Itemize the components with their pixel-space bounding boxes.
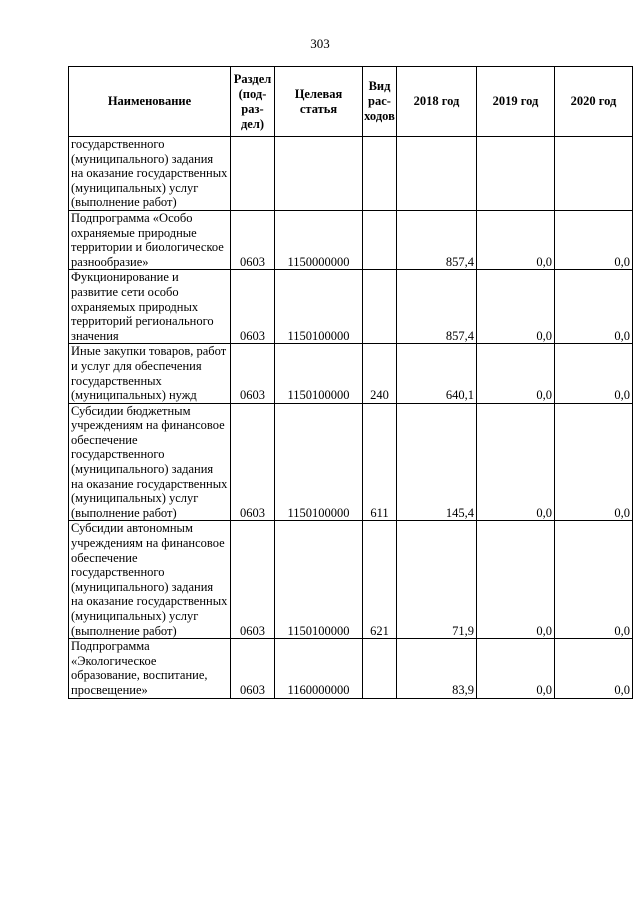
row-2020: 0,0	[555, 344, 633, 403]
row-2019: 0,0	[477, 210, 555, 269]
table-header-row	[69, 67, 633, 137]
row-name: Подпрограмма «Особо охраняемые природные территории и биологическое разнообразие»	[69, 210, 231, 269]
row-2020: 0,0	[555, 270, 633, 344]
row-2019: 0,0	[477, 270, 555, 344]
table-row	[69, 521, 633, 639]
row-2020: 0,0	[555, 521, 633, 639]
table-row	[69, 210, 633, 269]
table-row	[69, 639, 633, 698]
row-2020	[555, 137, 633, 211]
table-row	[69, 344, 633, 403]
row-target: 1150100000	[275, 403, 363, 521]
row-section: 0603	[231, 639, 275, 698]
row-2019: 0,0	[477, 403, 555, 521]
row-expense-type: 611	[363, 403, 397, 521]
header-2019: 2019 год	[477, 67, 555, 137]
row-2018: 857,4	[397, 210, 477, 269]
row-expense-type: 621	[363, 521, 397, 639]
row-expense-type	[363, 137, 397, 211]
header-expense-type: Вид рас-ходов	[363, 67, 397, 137]
budget-table	[68, 66, 633, 699]
row-name: Фукционирование и развитие сети особо охраняемых природных территорий регионального значения	[69, 270, 231, 344]
row-name: государственного (муниципального) задания на оказание государственных (муниципальных) услуг (выполнение работ)	[69, 137, 231, 211]
header-2020: 2020 год	[555, 67, 633, 137]
row-2019	[477, 137, 555, 211]
table-row	[69, 270, 633, 344]
table-row	[69, 137, 633, 211]
row-2018: 83,9	[397, 639, 477, 698]
row-section: 0603	[231, 210, 275, 269]
row-section	[231, 137, 275, 211]
row-2019: 0,0	[477, 521, 555, 639]
row-target: 1160000000	[275, 639, 363, 698]
header-target: Целевая статья	[275, 67, 363, 137]
row-name: Субсидии автономным учреждениям на финансовое обеспечение государственного (муниципального) задания на оказание государственных (муниципальных) услуг (выполнение работ)	[69, 521, 231, 639]
header-2018: 2018 год	[397, 67, 477, 137]
row-2018: 640,1	[397, 344, 477, 403]
row-target: 1150100000	[275, 344, 363, 403]
row-2018: 857,4	[397, 270, 477, 344]
row-name: Иные закупки товаров, работ и услуг для обеспечения государственных (муниципальных) нужд	[69, 344, 231, 403]
page-number: 303	[310, 36, 330, 51]
row-expense-type	[363, 270, 397, 344]
row-section: 0603	[231, 270, 275, 344]
row-name: Подпрограмма «Экологическое образование, воспитание, просвещение»	[69, 639, 231, 698]
header-section: Раздел (под-раз-дел)	[231, 67, 275, 137]
header-name: Наименование	[69, 67, 231, 137]
row-target: 1150100000	[275, 270, 363, 344]
row-expense-type: 240	[363, 344, 397, 403]
row-expense-type	[363, 210, 397, 269]
row-section: 0603	[231, 521, 275, 639]
row-2020: 0,0	[555, 639, 633, 698]
row-section: 0603	[231, 403, 275, 521]
row-target	[275, 137, 363, 211]
row-2020: 0,0	[555, 403, 633, 521]
row-2019: 0,0	[477, 344, 555, 403]
row-2020: 0,0	[555, 210, 633, 269]
row-name: Субсидии бюджетным учреждениям на финансовое обеспечение государственного (муниципального) задания на оказание государственных (муниципальных) услуг (выполнение работ)	[69, 403, 231, 521]
table-row	[69, 403, 633, 521]
row-2019: 0,0	[477, 639, 555, 698]
row-2018	[397, 137, 477, 211]
row-target: 1150100000	[275, 521, 363, 639]
row-2018: 145,4	[397, 403, 477, 521]
row-section: 0603	[231, 344, 275, 403]
row-target: 1150000000	[275, 210, 363, 269]
row-expense-type	[363, 639, 397, 698]
row-2018: 71,9	[397, 521, 477, 639]
